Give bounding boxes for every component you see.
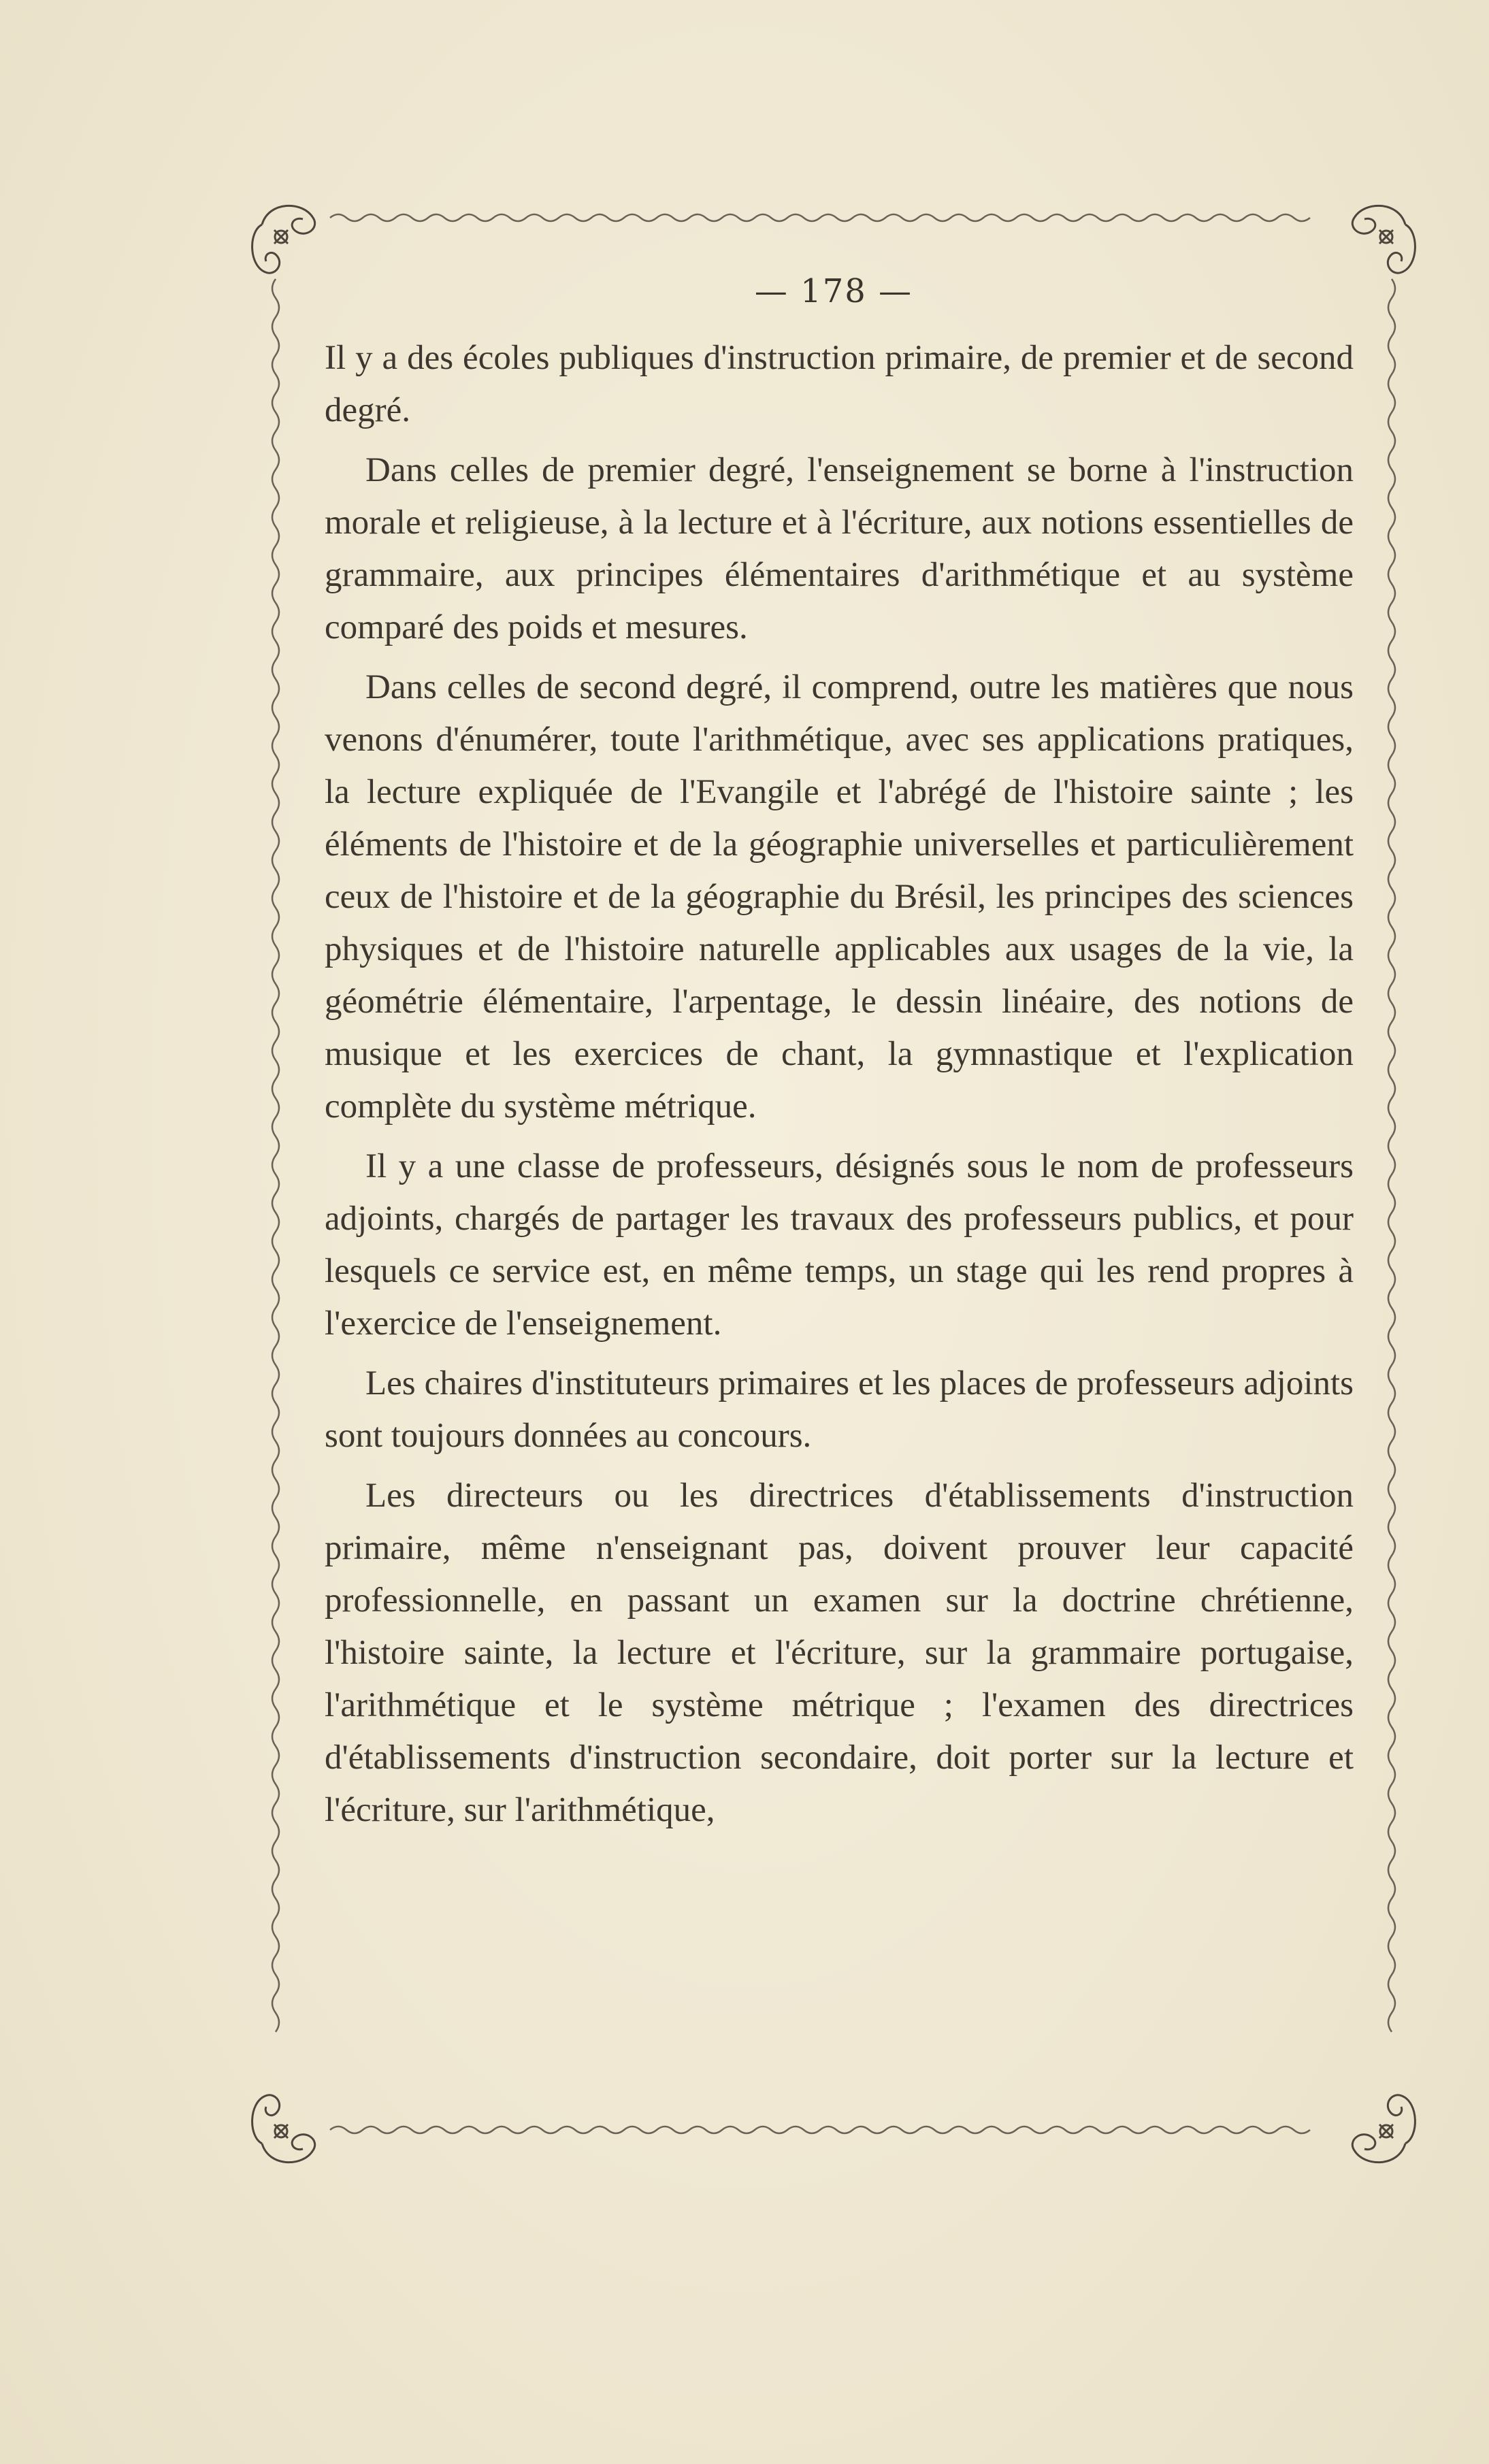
bottom-wavy-border [330, 2126, 1310, 2133]
paragraph: Dans celles de second degré, il comprend, outre les matières que nous venons d'énumérer, toute l'arithmétique, avec ses applications pratiques, la lecture expliquée de l'Evangile et l'abrégé de l'histoire sainte ; les éléments de l'histoire et de la géographie universelles et particulièrement ceux de l'histoire et de la géographie du Brésil, les principes des sciences physiques et de l'histoire naturelle applicables aux usages de la vie, la géométrie élémentaire, l'arpentage, le dessin linéaire, des notions de musique et les exercices de chant, la gymnastique et l'explication complète du système métrique. [325, 668, 1354, 1126]
body-text [325, 332, 1354, 1844]
paragraph: Dans celles de premier degré, l'enseignement se borne à l'instruction morale et religieuse, à la lecture et à l'écriture, aux notions essentielles de grammaire, aux principes élémentaires d'arithmétique et au système comparé des poids et mesures. [325, 451, 1354, 646]
corner-flourish-icon-top-right [1352, 206, 1415, 273]
corner-flourish-icon-top-left [252, 206, 315, 273]
corner-flourish-icon-bottom-right [1352, 2095, 1415, 2163]
left-wavy-border [272, 279, 279, 2032]
page-frame [248, 204, 1419, 2164]
top-wavy-border [330, 214, 1310, 221]
paragraph: Les directeurs ou les directrices d'établissements d'instruction primaire, même n'enseignant pas, doivent prouver leur capacité professionnelle, en passant un examen sur la doctrine chrétienne, l'histoire sainte, la lecture et l'écriture, sur la grammaire portugaise, l'arithmétique et le système métrique ; l'examen des directrices d'établissements d'instruction secondaire, doit porter sur la lecture et l'écriture, sur l'arithmétique, [325, 1477, 1354, 1829]
paragraph: Il y a une classe de professeurs, désignés sous le nom de professeurs adjoints, chargés de partager les travaux des professeurs publics, et pour lesquels ce service est, en même temps, un stage qui les rend propres à l'exercice de l'enseignement. [325, 1147, 1354, 1343]
corner-flourish-icon-bottom-left [252, 2095, 315, 2163]
page-number: — 178 — [754, 272, 913, 310]
right-wavy-border [1388, 279, 1395, 2032]
paragraph: Il y a des écoles publiques d'instruction primaire, de premier et de second degré. [325, 339, 1354, 429]
paragraph: Les chaires d'instituteurs primaires et les places de professeurs adjoints sont toujours données au concours. [325, 1364, 1354, 1455]
